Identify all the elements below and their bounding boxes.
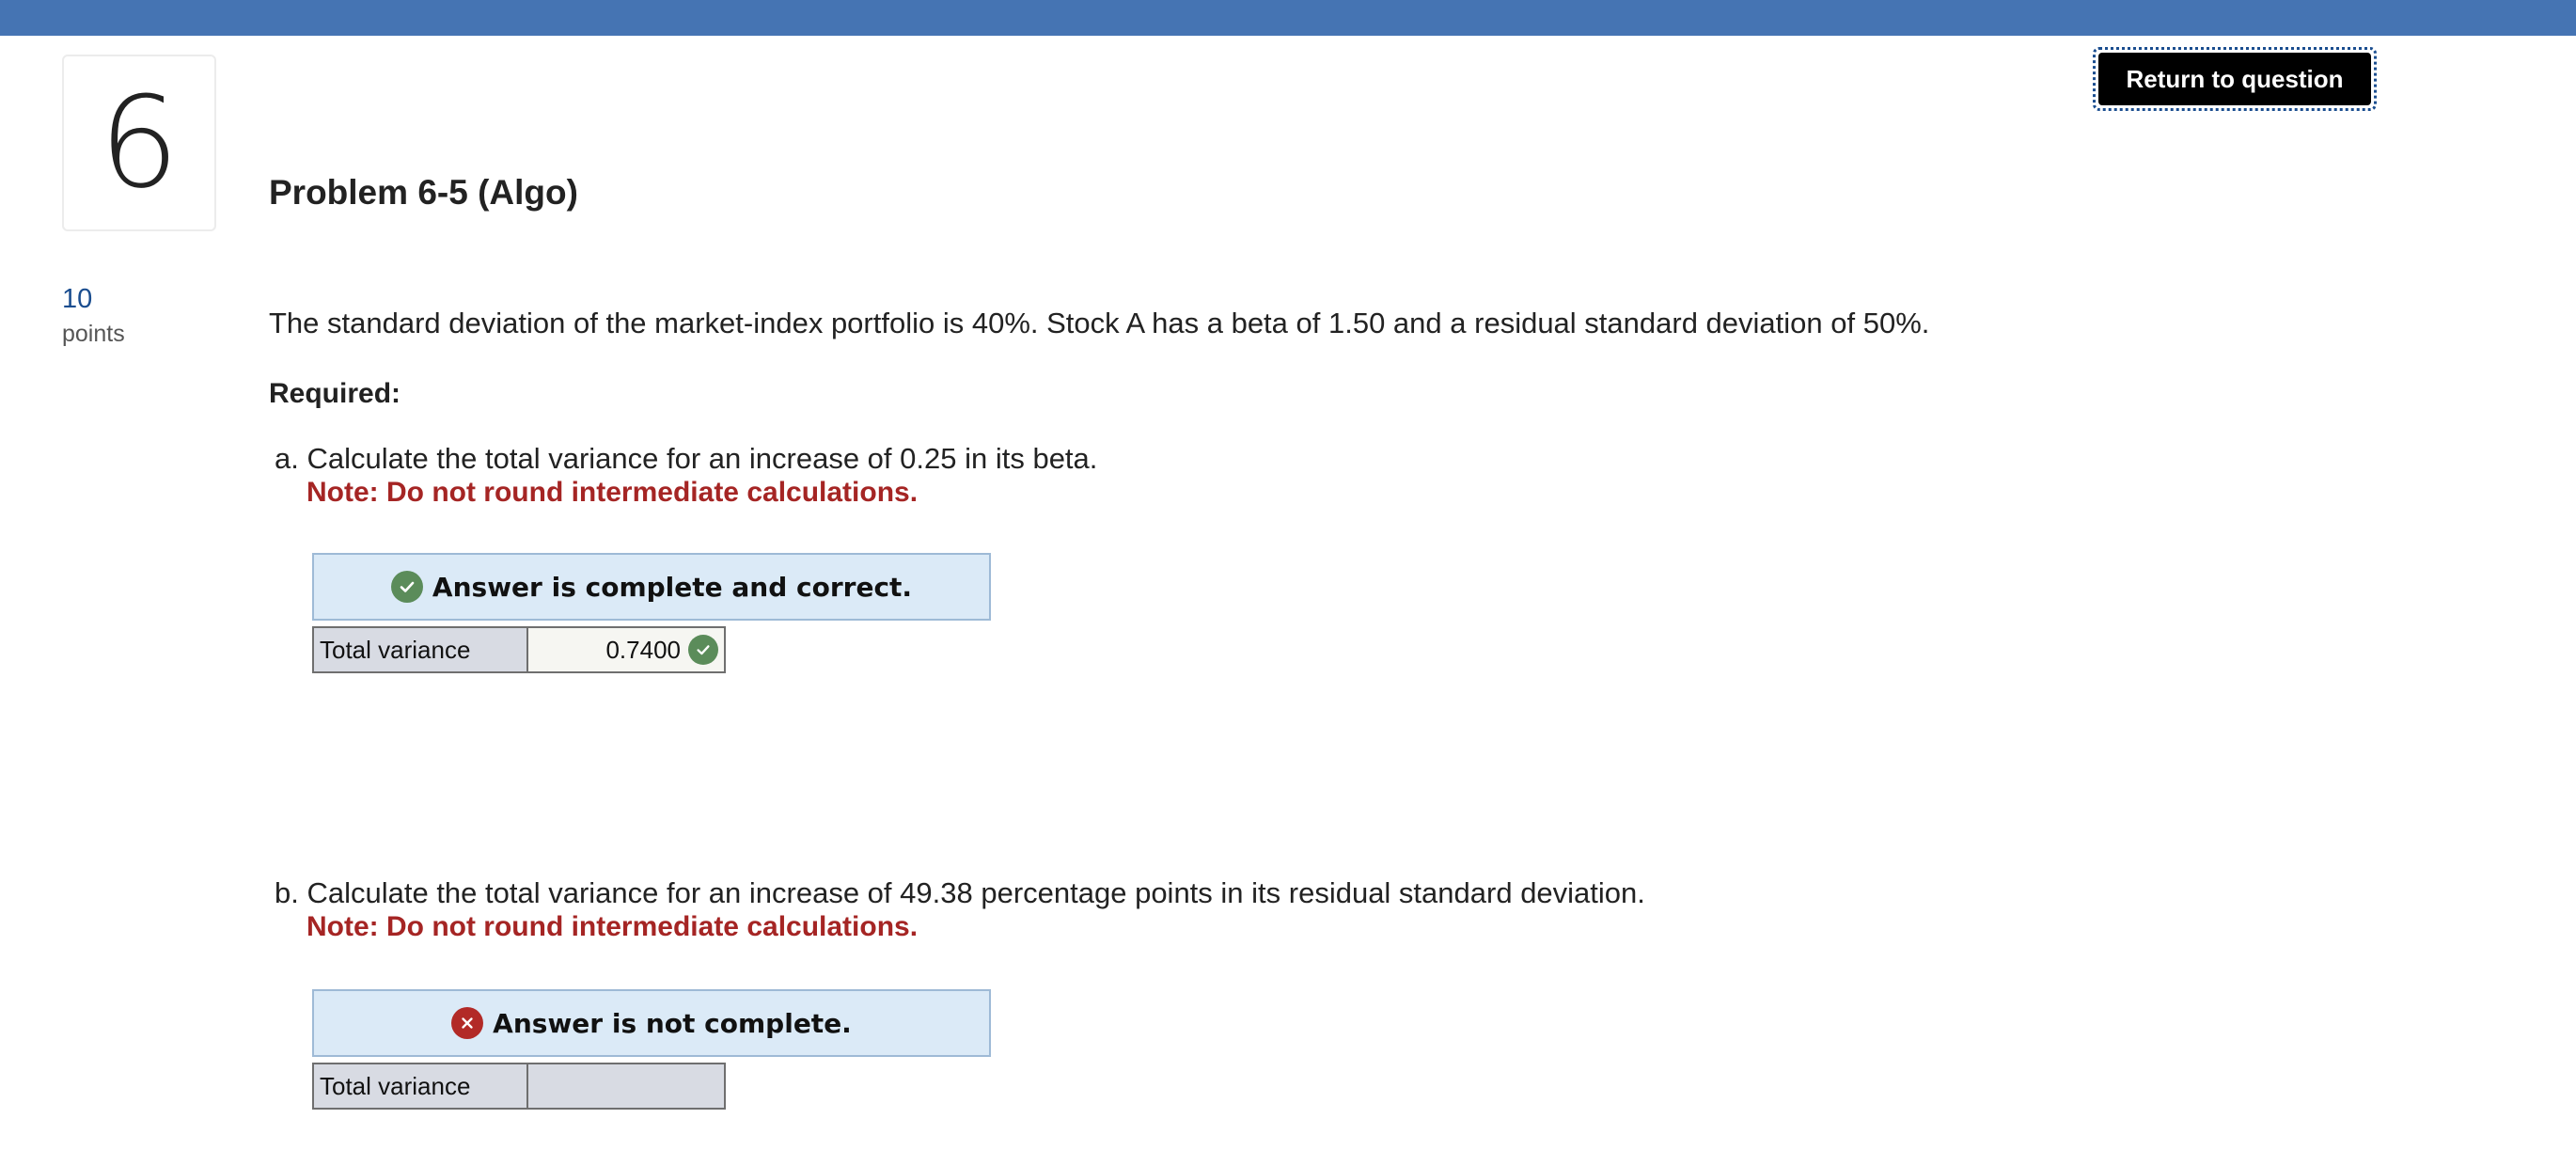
question-stem: The standard deviation of the market-index portfolio is 40%. Stock A has a beta of 1.50 and a residual standard deviation of 50%. [269, 307, 1930, 339]
part-b-status-text: Answer is not complete. [493, 1007, 852, 1039]
top-bar [0, 0, 2576, 36]
check-circle-icon [391, 571, 423, 603]
problem-title: Problem 6-5 (Algo) [269, 173, 578, 212]
question-number: 6 [99, 70, 180, 216]
part-a-answer-table [312, 626, 726, 673]
part-a-status-banner [312, 553, 991, 621]
part-a [275, 442, 1097, 510]
return-to-question-button[interactable] [2093, 47, 2377, 111]
part-a-answer [312, 553, 991, 673]
part-b [275, 876, 1645, 944]
part-b-status-banner [312, 989, 991, 1057]
part-a-field-label: Total variance [314, 628, 528, 671]
part-b-answer [312, 989, 991, 1110]
points-label: points [62, 321, 125, 347]
part-b-note: Note: Do not round intermediate calculations. [306, 911, 919, 942]
part-b-text: b. Calculate the total variance for an increase of 49.38 percentage points in its residual standard deviation. [275, 876, 1645, 909]
part-a-answer-field[interactable] [528, 628, 724, 671]
return-to-question-label: Return to question [2098, 53, 2371, 105]
check-circle-icon [688, 635, 718, 665]
points-value: 10 [62, 284, 93, 314]
part-b-answer-field[interactable] [528, 1064, 724, 1108]
x-circle-icon [451, 1007, 483, 1039]
part-a-text: a. Calculate the total variance for an increase of 0.25 in its beta. [275, 442, 1098, 475]
question-number-box [62, 55, 216, 231]
part-a-note: Note: Do not round intermediate calculations. [306, 477, 919, 508]
part-b-answer-table [312, 1063, 726, 1110]
part-a-answer-value: 0.7400 [605, 635, 681, 664]
required-label: Required: [269, 378, 401, 409]
points-info [62, 280, 125, 350]
part-a-status-text: Answer is complete and correct. [432, 571, 913, 603]
part-b-field-label: Total variance [314, 1064, 528, 1108]
